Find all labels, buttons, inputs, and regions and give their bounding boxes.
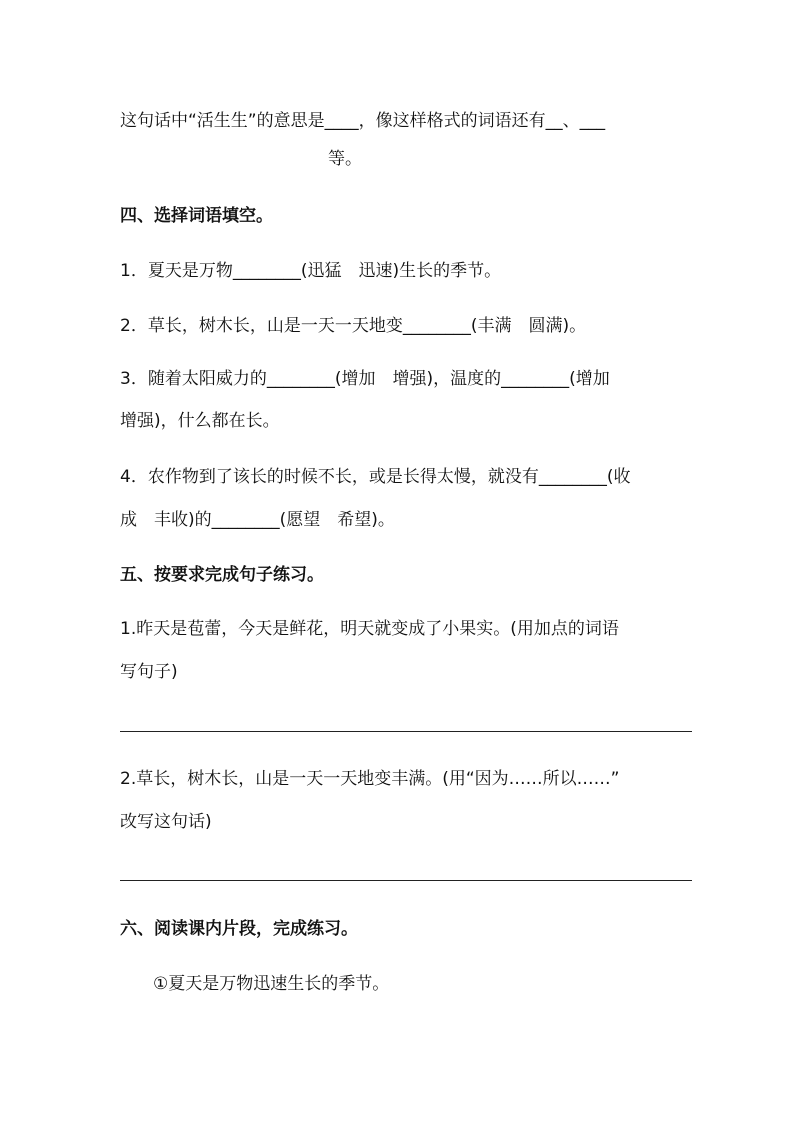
reading-passage-paragraph-1: ①夏天是万物迅速生长的季节。 xyxy=(153,974,390,994)
section-5-question-2-continued: 改写这句话) xyxy=(120,812,212,832)
section-4-question-2: 2．草长，树木长，山是一天一天地变________(丰满 圆满)。 xyxy=(120,316,587,336)
section-5-heading: 五、按要求完成句子练习。 xyxy=(120,565,324,585)
answer-line-2[interactable] xyxy=(120,880,692,881)
section-4-question-3-continued: 增强)，什么都在长。 xyxy=(120,411,280,431)
answer-line-1[interactable] xyxy=(120,731,692,732)
section-4-heading: 四、选择词语填空。 xyxy=(120,206,273,226)
section-6-heading: 六、阅读课内片段，完成练习。 xyxy=(120,919,358,939)
section-4-question-4-continued: 成 丰收)的________(愿望 希望)。 xyxy=(120,510,395,530)
fill-in-sentence-continued: 等。 xyxy=(328,149,362,169)
section-4-question-1: 1．夏天是万物________(迅猛 迅速)生长的季节。 xyxy=(120,261,502,281)
section-4-question-4: 4．农作物到了该长的时候不长，或是长得太慢，就没有________(收 xyxy=(120,467,631,487)
section-5-question-2: 2.草长，树木长，山是一天一天地变丰满。(用“因为……所以……” xyxy=(120,769,620,789)
section-5-question-1-continued: 写句子) xyxy=(120,662,178,682)
section-4-question-3: 3．随着太阳威力的________(增加 增强)，温度的________(增加 xyxy=(120,369,610,389)
fill-in-sentence: 这句话中“活生生”的意思是____，像这样格式的词语还有__、___ xyxy=(120,111,606,131)
section-5-question-1: 1.昨天是苞蕾，今天是鲜花，明天就变成了小果实。(用加点的词语 xyxy=(120,619,619,639)
